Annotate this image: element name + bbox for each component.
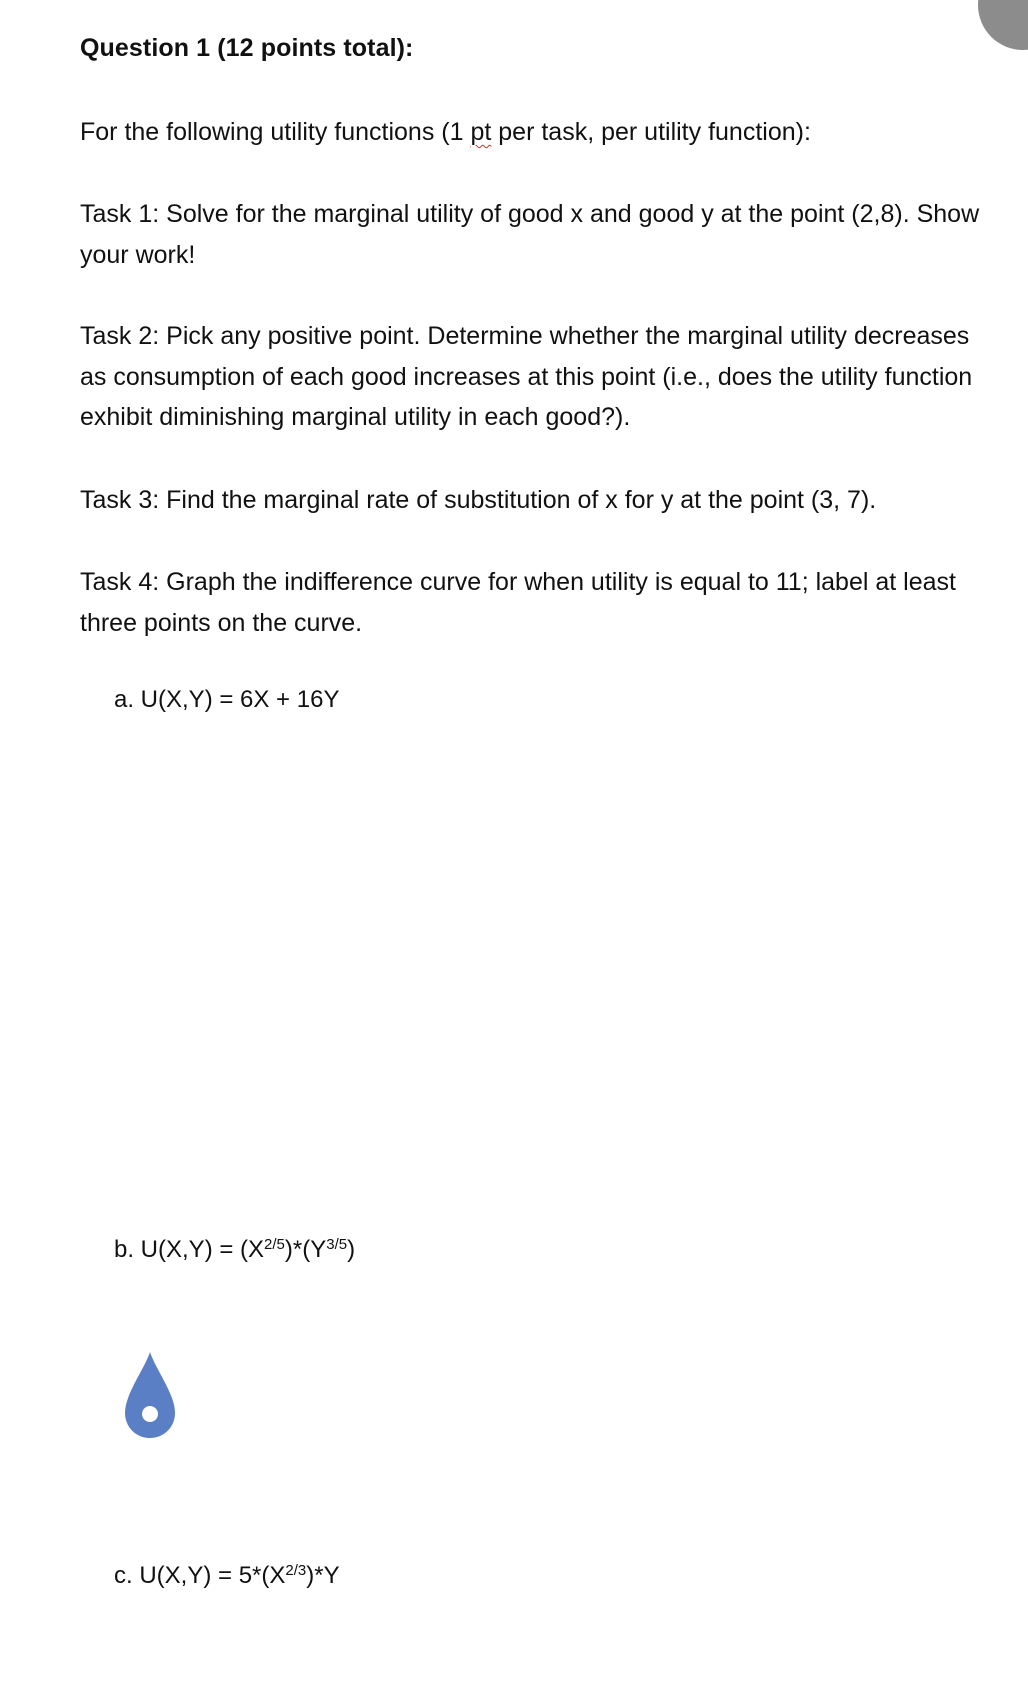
function-b-prefix: b. U(X,Y) = (X (114, 1236, 265, 1263)
function-c-prefix: c. U(X,Y) = 5*(X (114, 1562, 286, 1589)
utility-function-c (114, 1562, 340, 1590)
task-4: Task 4: Graph the indifference curve for when utility is equal to 11; label at least three points on the curve. (80, 568, 956, 637)
task-1: Task 1: Solve for the marginal utility of good x and good y at the point (2,8). Show your work! (80, 200, 980, 269)
utility-function-b (114, 1236, 355, 1264)
function-c-suffix: )*Y (306, 1562, 340, 1589)
intro-text-after: per task, per utility function): (491, 118, 811, 146)
utility-function-a: a. U(X,Y) = 6X + 16Y (114, 686, 340, 713)
function-c-exponent-x: 2/3 (285, 1562, 307, 1579)
function-b-exponent-y: 3/5 (326, 1236, 348, 1253)
spellcheck-marked-word: pt (470, 118, 492, 146)
task-3: Task 3: Find the marginal rate of substitution of x for y at the point (3, 7). (80, 486, 877, 514)
task-2: Task 2: Pick any positive point. Determine whether the marginal utility decreases as consumption of each good increases at this point (i.e., does the utility function exhibit diminishing marginal utility in each good?). (80, 322, 973, 431)
intro-paragraph (80, 112, 1000, 153)
water-drop-icon[interactable] (122, 1350, 178, 1440)
function-b-exponent-x: 2/5 (264, 1236, 285, 1253)
function-b-middle: )*(Y (284, 1236, 327, 1263)
function-b-suffix: ) (347, 1236, 356, 1263)
question-heading: Question 1 (12 points total): (80, 34, 414, 62)
intro-text-before: For the following utility functions (1 (80, 118, 471, 146)
corner-handle (978, 0, 1028, 50)
